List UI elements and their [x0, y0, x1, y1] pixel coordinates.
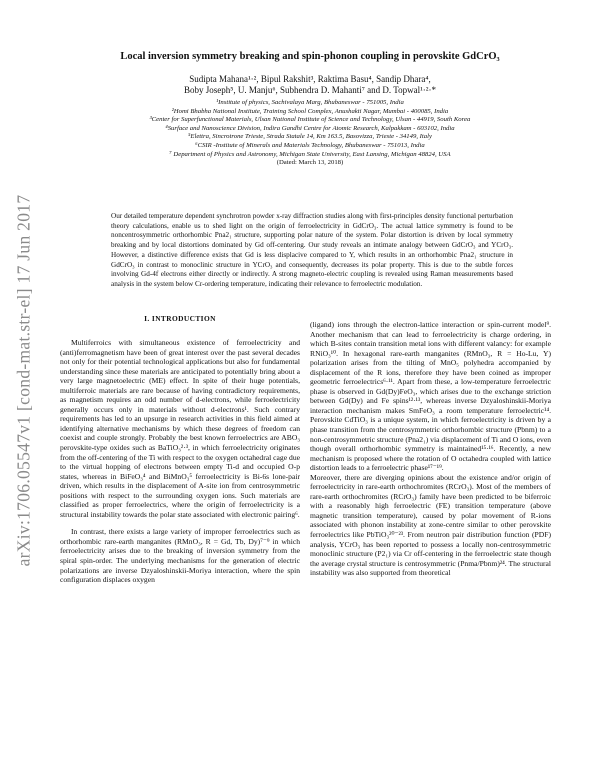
paragraph: In contrast, there exists a large variety of improper ferroelectrics such as orthorhombic rare-earth manganites (RMnO₃, R = Gd, Tb, Dy)⁷⁻⁹ in which ferroelectricity arises due to the breaking of inversion symmetry from the spiral spin-order. The underlying mechanisms for the generation of electric polarizations are inverse Dzyaloshinskii-Moriya interaction, where the spin configuration displaces oxygen [60, 527, 300, 585]
section-heading-introduction: I. INTRODUCTION [144, 314, 216, 323]
affiliation-line: ²Homi Bhabha National Institute, Training School Complex, Anushakti Nagar, Mumbai - 400085, India [171, 107, 449, 115]
paragraph: Moreover, there are diverging opinions about the existence and/or origin of ferroelectricity in rare-earth orthochromites (RCrO₃). Most of the members of rare-earth orthochromites (RCrO₃) family have been predicted to be biferroic with a reasonably high ferroelectric (FE) transition temperature (above magnetic transition temperature), caused by polar movement of R-ions associated with phonon instability at zone-centre similar to other perovskite ferroelectrics like PbTiO₃²⁰⁻²³. From neutron pair distribution function (PDF) analysis, YCrO₃ has been reported to possess a locally non-centrosymmetric monoclinic structure (P2₁) via Cr off-centering in the ferroelectric state though the average crystal structure is centrosymmetric (Pnma/Pbnm)²⁴. The structural instability was also supported from theoretical [310, 472, 551, 578]
abstract: Our detailed temperature dependent synchrotron powder x-ray diffraction studies along with first-principles density functional perturbation theory calculations, enable us to shed light on the origin of ferroelectricity in GdCrO₃. The actual lattice symmetry is found to be noncentrosymmetric orthorhombic Pna2₁ structure, supporting polar nature of the system. Polar distortion is driven by local symmetry breaking and by local distortions dominated by Gd off-centering. Our study reveals an intimate analogy between GdCrO₃ and YCrO₃. However, a distinctive difference exists that Gd is less displacive compared to Y, which results in an orthorhombic Pna2₁ structure in GdCrO₃ in contrast to monoclinic structure in YCrO₃ and consequently, decreases its polar property. This is due to the subtle forces involving Gd-4f electrons either directly or indirectly. A strong magneto-electric coupling is revealed using Raman measurements based analysis in the system below Cr-ordering temperature, indicating their relevance to ferroelectric modulation. [111, 212, 513, 288]
arxiv-identifier-text: arXiv:1706.05547v1 [cond-mat.str-el] 17 Jun 2017 [13, 194, 34, 566]
author-line: Sudipta Mahana¹·², Bipul Rakshit³, Raktima Basu⁴, Sandip Dhara⁴, [189, 74, 431, 84]
paper-title: Local inversion symmetry breaking and spin-phonon coupling in perovskite GdCrO₃ [120, 51, 500, 62]
affiliation-list [56, 99, 564, 168]
date-line: (Dated: March 13, 2018) [276, 159, 344, 167]
arxiv-identifier-stamp [4, 170, 44, 590]
affiliation-line: ⁶CSIR -Institute of Minerals and Materials Technology, Bhubaneswar - 751013, India [195, 141, 425, 149]
affiliation-line: ⁴Surface and Nanoscience Division, Indira Gandhi Centre for Atomic Research, Kalpakkam - 603102, India [165, 124, 455, 132]
left-column [60, 338, 300, 585]
author-line: Boby Joseph⁵, U. Manju⁶, Subhendra D. Mahanti⁷ and D. Topwal¹·²·* [184, 85, 436, 95]
affiliation-line: ⁷ Department of Physics and Astronomy, Michigan State University, East Lansing, Michigan 48824, USA [169, 150, 451, 158]
affiliation-line: ⁵Elettra, Sincrotrone Trieste, Strada Statale 14, Km 163.5, Basovizza, Trieste - 34149, Italy [188, 133, 432, 141]
right-column [310, 320, 551, 578]
affiliation-line: ¹Institute of physics, Sachivalaya Marg, Bhubaneswar - 751005, India [216, 99, 404, 106]
paragraph: Multiferroics with simultaneous existence of ferroelectricity and (anti)ferromagnetism have been of great interest over the past several decades not only for their potential technological applications but also for fundamental understanding since these materials are anticipated to potentially bring about a very large magnetoelectric (ME) effect. In spite of their huge potentials, multiferroic materials are rare because of having contradictory requirements, as magnetism requires an odd number of d-electrons, while ferroelectricity generally occurs only in materials without d-electrons¹. Such contrary requirements has led to an upsurge in research activities in this field aimed at identifying alternative mechanisms by which these degrees of freedom can coexist and couple strongly. Probably the best known ferroelectrics are ABO₃ perovskite-type oxides such as BaTiO₃²·³, in which ferroelectricity originates from the off-centering of the Ti with respect to the oxygen octahedral cage due to the virtual hopping of electrons between empty Ti-d and occupied O-p states, whereas in BiFeO₃⁴ and BiMnO₃⁵ ferroelectricity is Bi-6s lone-pair driven, which results in the displacement of A-site ion from centrosymmetric positions with respect to the surrounding oxygen ions. Such materials are classified as proper ferroelectrics, where the origin of ferroelectricity is a structural instability towards the polar state associated with electronic pairing⁶. [60, 338, 300, 519]
author-list [60, 74, 560, 96]
affiliation-line: ³Center for Superfunctional Materials, Ulsan National Institute of Science and Technology, Ulsan - 44919, South Korea [149, 116, 471, 124]
paragraph: (ligand) ions through the electron-lattice interaction or spin-current model⁹. Another mechanism that can lead to ferroelectricity is charge ordering, in which B-sites contain transition metal ions with different valancy: for example RNiO₃¹⁰. In hexagonal rare-earth manganites (RMnO₃, R = Ho-Lu, Y) polarization arises from the tilting of MnO₅ polyhedra accompanied by displacement of the R ions, therefore they have been coined as improper geometric ferroelectrics⁶·¹¹. Apart from these, a low-temperature ferroelectric phase is observed in Gd(Dy)FeO₃, which arises due to the exchange striction between Gd(Dy) and Fe spins¹²·¹³, whereas inverse Dzyaloshinskii-Moriya interaction mechanism makes SmFeO₃ a room temperature ferroelectric¹⁴. Perovskite CdTiO₃ is a unique system, in which ferroelectricity is driven by a phase transition from the centrosymmetric orthorhombic structure (Pbnm) to a non-centrosymmetric structure (Pna2₁) via displacement of Ti and O ions, even though overall orthorhombic symmetry is maintained¹⁵·¹⁶. Recently, a new mechanism is proposed where the rotation of O octahedra coupled with lattice distortion leads to a ferroelectric phase¹⁷⁻¹⁹. [310, 320, 551, 473]
